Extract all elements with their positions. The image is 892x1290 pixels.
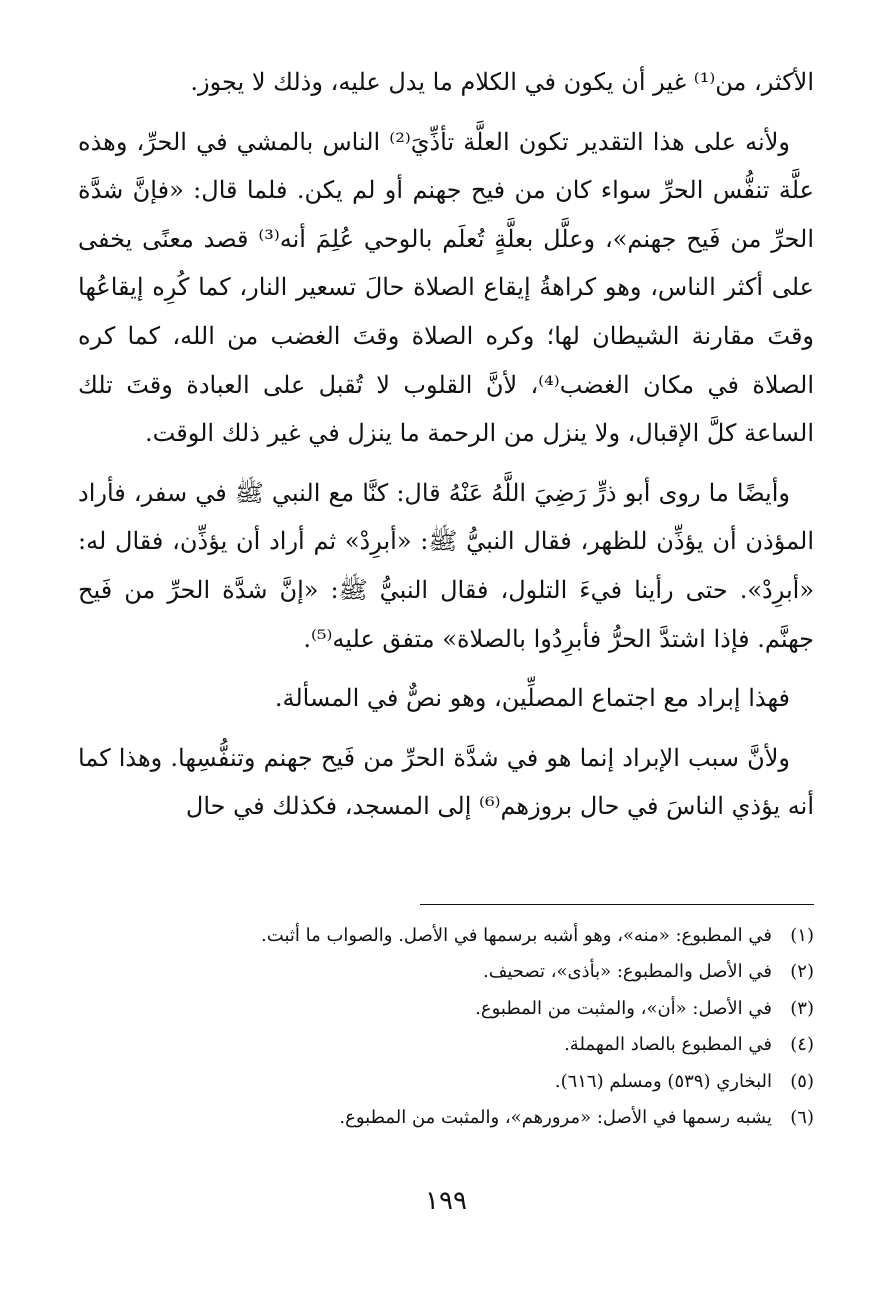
footnote-number: (٣) [790,997,814,1019]
footnote-text: في المطبوع: «منه»، وهو أشبه برسمها في الأصل. والصواب ما أثبت. [261,925,772,946]
footnote-6 [78,1100,814,1136]
paragraph-5: ولأنَّ سبب الإبراد إنما هو في شدَّة الحرِّ من فَيح جهنم وتنفُّسِها. وهذا كما أنه يؤذي الناسَ في حال بروزهم⁽⁶⁾ إلى المسجد، فكذلك في حال [78,743,814,821]
footnote-5 [78,1064,814,1100]
footnote-text: في الأصل: «أن»، والمثبت من المطبوع. [475,997,772,1019]
paragraph-1: الأكثر، من⁽¹⁾ غير أن يكون في الكلام ما يدل عليه، وذلك لا يجوز. [190,68,814,96]
footnote-3 [78,991,814,1027]
paragraph-3: وأيضًا ما روى أبو ذرٍّ رَضِيَ اللَّهُ عَنْهُ قال: كنَّا مع النبي ﷺ في سفر، فأراد المؤذن أن يؤذِّن للظهر، فقال النبيُّ ﷺ: «أبرِدْ» ثم أراد أن يؤذِّن، فقال له: «أبرِدْ». حتى رأينا فيءَ التلول، فقال النبيُّ ﷺ: «إنَّ شدَّة الحرِّ من فَيح جهنَّم. فإذا اشتدَّ الحرُّ فأبرِدُوا بالصلاة» متفق عليه⁽⁵⁾. [78,478,814,653]
footnote-number: (٤) [790,1034,814,1056]
main-text [78,58,814,842]
footnote-number: (٢) [790,961,814,983]
footnote-text: في المطبوع بالصاد المهملة. [564,1034,772,1056]
paragraph-2: ولأنه على هذا التقدير تكون العلَّة تأذِّيَ⁽²⁾ الناس بالمشي في الحرِّ، وهذه علَّة تنفُّس الحرِّ سواء كان من فيح جهنم أو لم يكن. فلما قال: «فإنَّ شدَّة الحرِّ من فَيح جهنم»، وعلَّل بعلَّةٍ تُعلَم بالوحي عُلِمَ أنه⁽³⁾ قصد معنًى يخفى على أكثر الناس، وهو كراهةُ إيقاع الصلاة حالَ تسعير النار، كما كُرِه إيقاعُها وقتَ مقارنة الشيطان لها؛ وكره الصلاة وقتَ الغضب من الله، كما كره الصلاة في مكان الغضب⁽⁴⁾، لأنَّ القلوب لا تُقبل على العبادة وقتَ تلك الساعة كلَّ الإقبال، ولا ينزل من الرحمة ما ينزل في غير ذلك الوقت. [78,127,815,448]
footnote-2 [78,954,814,990]
footnote-number: (١) [790,925,814,946]
footnote-divider [420,904,814,905]
footnote-4 [78,1027,814,1063]
footnote-1 [78,918,814,954]
footnote-number: (٥) [790,1070,814,1092]
footnote-number: (٦) [790,1107,814,1129]
paragraph-4: فهذا إبراد مع اجتماع المصلِّين، وهو نصٌّ في المسألة. [274,684,790,713]
footnote-text: في الأصل والمطبوع: «بأذى»، تصحيف. [482,961,772,983]
footnote-text: يشبه رسمها في الأصل: «مرورهم»، والمثبت من المطبوع. [339,1107,772,1129]
footnote-text: البخاري (٥٣٩) ومسلم (٦١٦). [554,1070,772,1092]
footnotes [78,918,814,1136]
page-number: ١٩٩ [425,1186,467,1216]
